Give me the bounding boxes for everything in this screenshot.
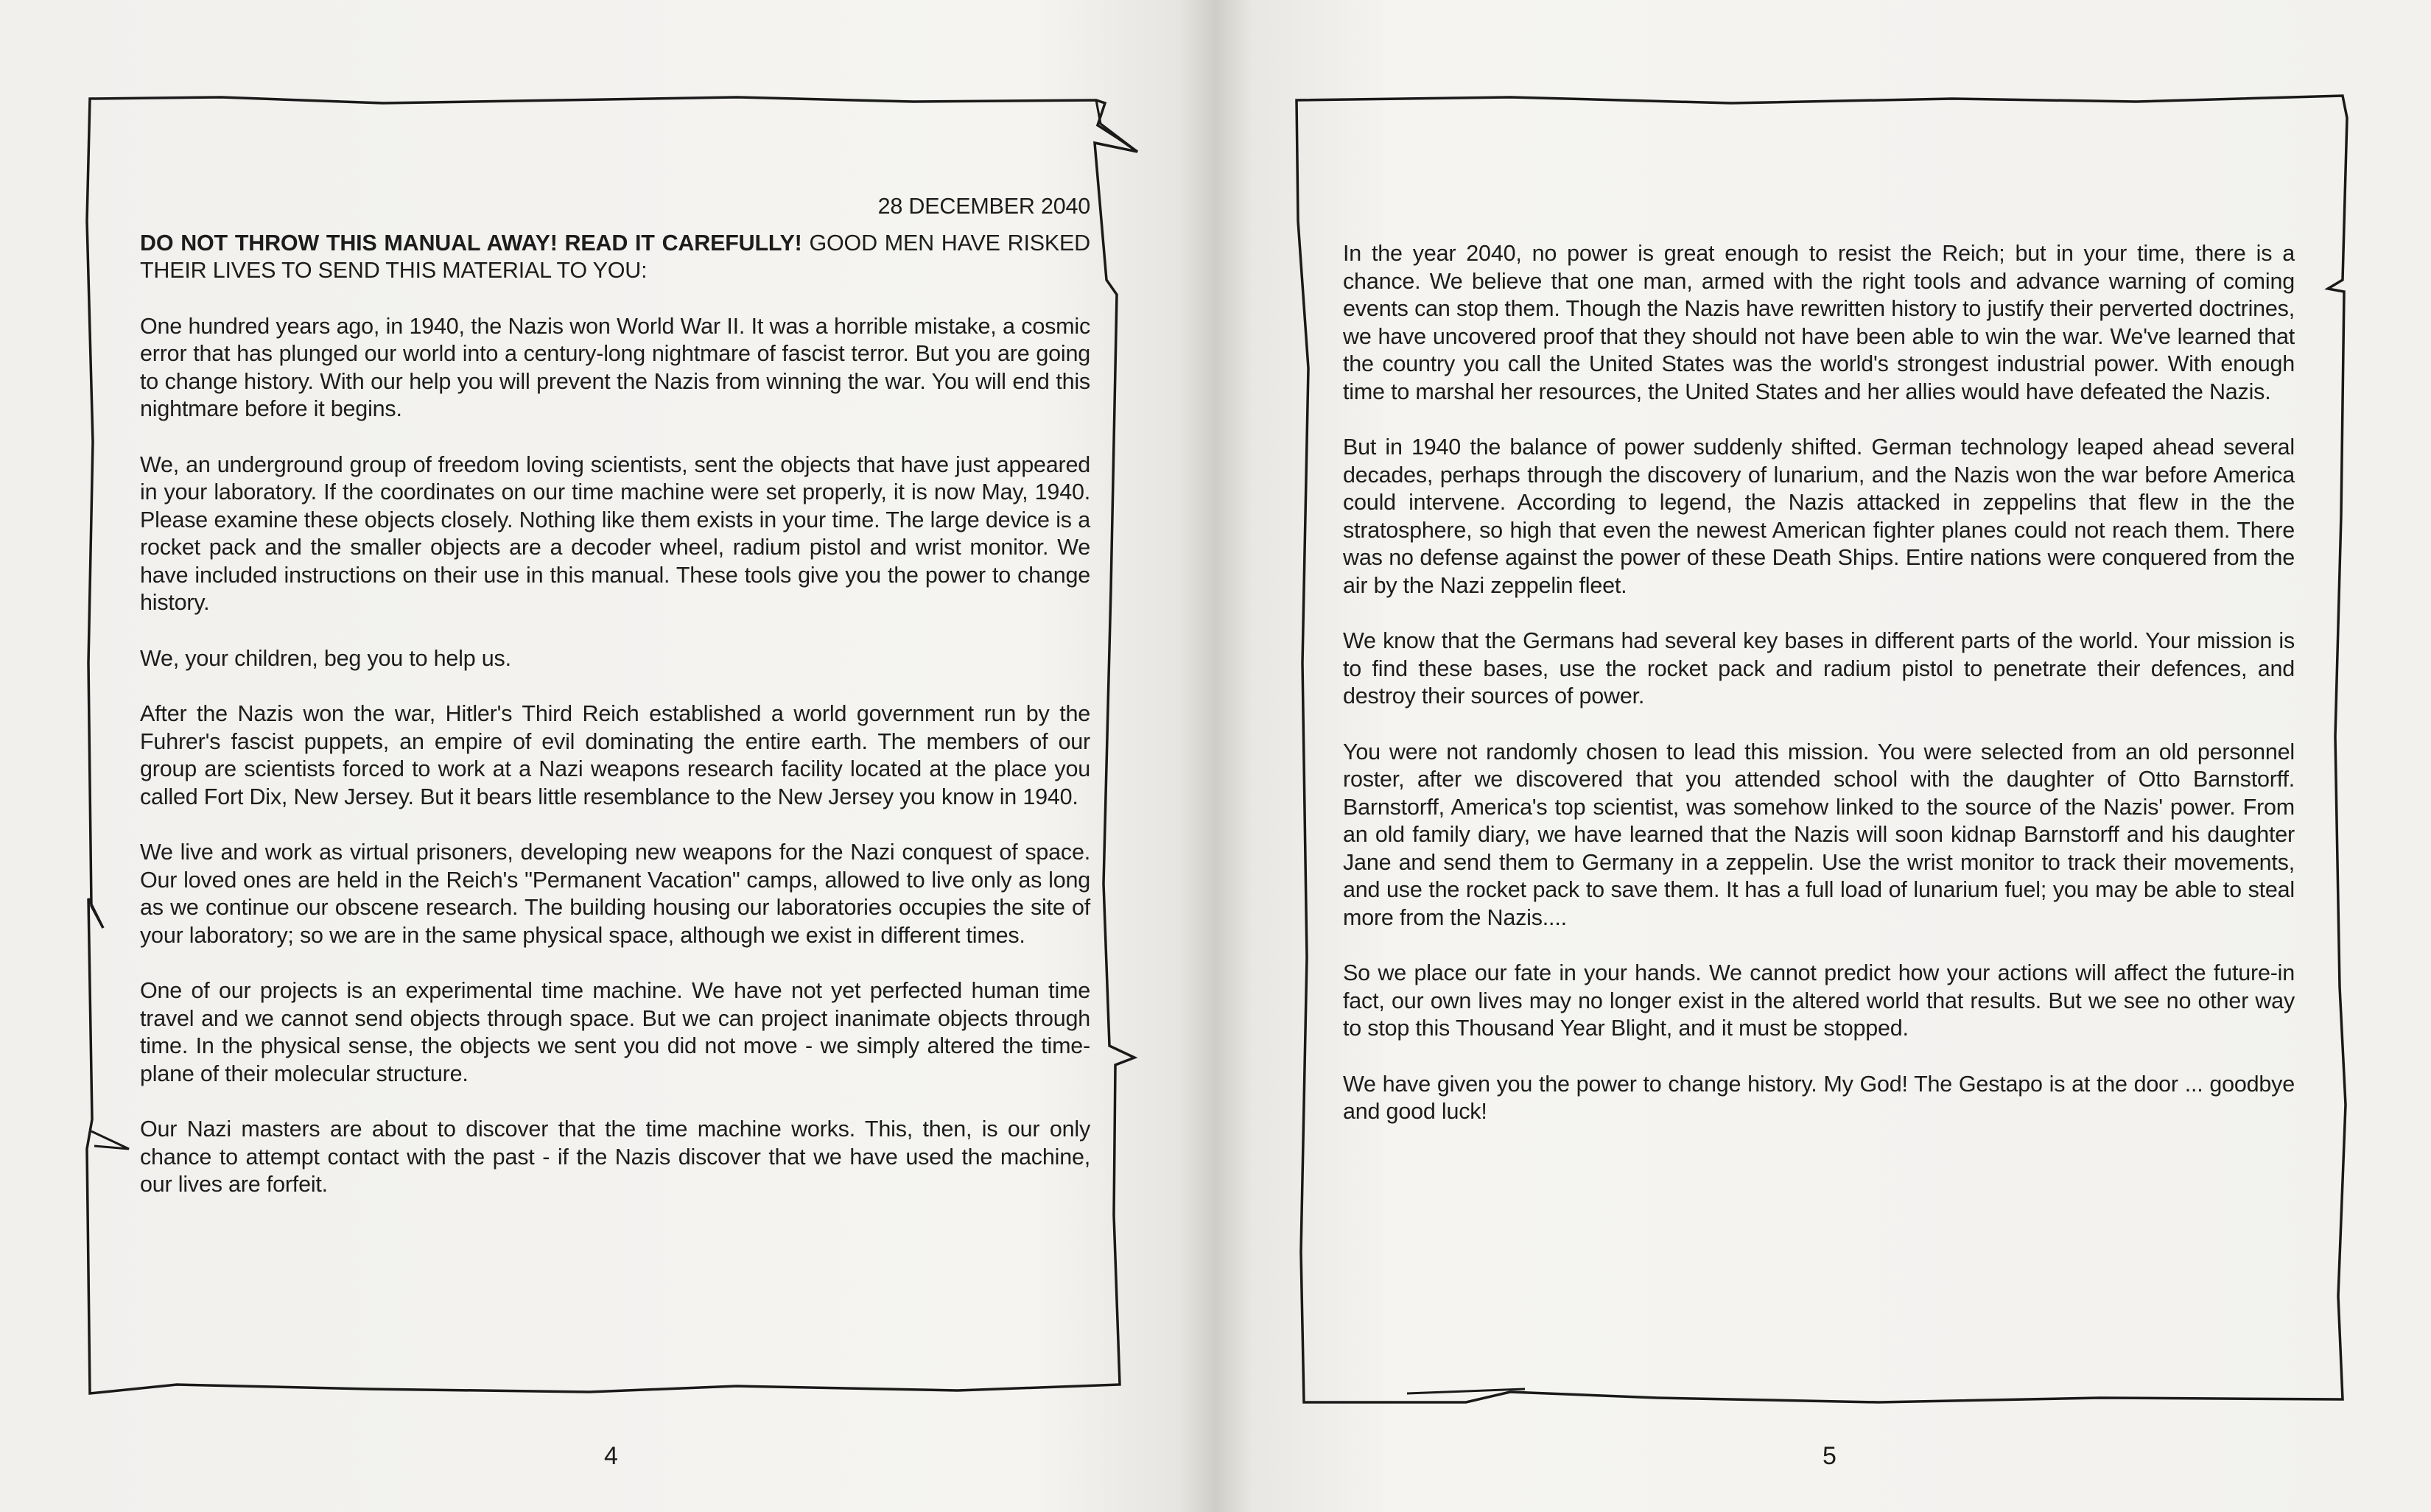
paragraph: We, an underground group of freedom loving scientists, sent the objects that have just appeared in your laboratory. If the coordinates on our time machine were set properly, it is now May, 1940. Please examine these objects closely. Nothing like them exists in your time. The large device is a rocket pack and the smaller objects are a decoder wheel, radium pistol and wrist monitor. We have included instructions on their use in this manual. These tools give you the power to change history. — [140, 451, 1090, 615]
paragraph: So we place our fate in your hands. We cannot predict how your actions will affect the future-in fact, our own lives may no longer exist in the altered world that results. But we see no other way to stop this Thousand Year Blight, and it must be stopped. — [1343, 960, 2295, 1041]
paragraph: In the year 2040, no power is great enough to resist the Reich; but in your time, there is a chance. We believe that one man, armed with the right tools and advance warning of coming events can stop them. Though the Nazis have rewritten history to justify their perverted doctrines, we have uncovered proof that they should not have been able to win the war. We've learned that the country you call the United States was the world's strongest industrial power. With enough time to marshal her resources, the United States and her allies would have defeated the Nazis. — [1343, 241, 2295, 404]
paragraph: One of our projects is an experimental time machine. We have not yet perfected human time travel and we cannot send objects through space. But we can project inanimate objects through time. In the physical sense, the objects we sent you did not move - we simply altered the time-plane of their molecular structure. — [140, 978, 1090, 1086]
letter-text-right — [1343, 240, 2295, 1154]
page-number: 4 — [604, 1442, 618, 1470]
paragraph: We have given you the power to change history. My God! The Gestapo is at the door ... goodbye and good luck! — [1343, 1071, 2295, 1124]
paragraph: But in 1940 the balance of power suddenly shifted. German technology leaped ahead several decades, perhaps through the discovery of lunarium, and the Nazis won the war before America could intervene. According to legend, the Nazis attacked in zeppelins that flew in the the stratosphere, so high that even the newest American fighter planes could not reach them. There was no defense against the power of these Death Ships. Entire nations were conquered from the air by the Nazi zeppelin fleet. — [1343, 435, 2295, 598]
right-page — [1216, 0, 2431, 1512]
letter-heading — [140, 230, 1090, 285]
paragraph: We, your children, beg you to help us. — [140, 645, 511, 671]
heading-rest: GOOD MEN HAVE RISKED THEIR LIVES TO SEND THIS MATERIAL TO YOU: — [140, 230, 1090, 283]
letter-text-left — [140, 193, 1090, 1227]
paragraph: One hundred years ago, in 1940, the Nazis won World War II. It was a horrible mistake, a cosmic error that has plunged our world into a century-long nightmare of fascist terror. But you are going to change history. With our help you will prevent the Nazis from winning the war. You will end this nightmare before it begins. — [140, 313, 1090, 421]
page-number: 5 — [1823, 1442, 1837, 1470]
paragraph: We know that the Germans had several key bases in different parts of the world. Your mission is to find these bases, use the rocket pack and radium pistol to penetrate their defences, and destroy their sources of power. — [1343, 628, 2295, 708]
heading-bold: DO NOT THROW THIS MANUAL AWAY! READ IT CAREFULLY! — [140, 230, 802, 256]
paragraph: After the Nazis won the war, Hitler's Third Reich established a world government run by the Fuhrer's fascist puppets, an empire of evil dominating the entire earth. The members of our group are scientists forced to work at a Nazi weapons research facility located at the place you called Fort Dix, New Jersey. But it bears little resemblance to the New Jersey you know in 1940. — [140, 701, 1090, 809]
letter-date: 28 DECEMBER 2040 — [877, 194, 1090, 219]
paragraph: We live and work as virtual prisoners, developing new weapons for the Nazi conquest of space. Our loved ones are held in the Reich's "Permanent Vacation" camps, allowed to live only as long as we continue our obscene research. The building housing our laboratories occupies the site of your laboratory; so we are in the same physical space, although we exist in different times. — [140, 840, 1090, 948]
paragraph: Our Nazi masters are about to discover that the time machine works. This, then, is our only chance to attempt contact with the past - if the Nazis discover that we have used the machine, our lives are forfeit. — [140, 1117, 1090, 1197]
paragraph: You were not randomly chosen to lead this mission. You were selected from an old personnel roster, after we discovered that you attended school with the daughter of Otto Barnstorff. Barnstorff, America's top scientist, was somehow linked to the source of the Nazis' power. From an old family diary, we have learned that the Nazis will soon kidnap Barnstorff and his daughter Jane and send them to Germany in a zeppelin. Use the wrist monitor to track their movements, and use the rocket pack to save them. It has a full load of lunarium fuel; you may be able to steal more from the Nazis.... — [1343, 739, 2295, 930]
